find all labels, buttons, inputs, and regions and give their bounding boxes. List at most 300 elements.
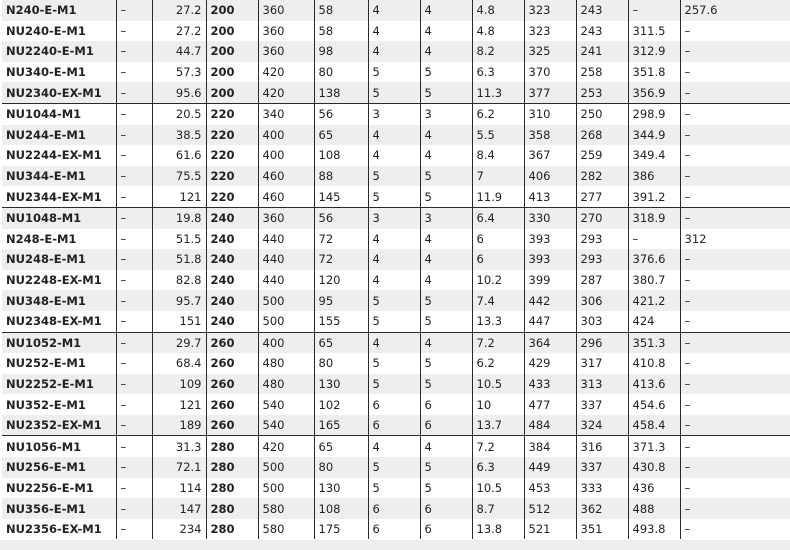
cell-db: 243 <box>576 21 628 42</box>
cell-s: 10 <box>472 394 524 415</box>
cell-s: 6 <box>472 229 524 250</box>
table-row <box>2 519 790 540</box>
cell-mass: 121 <box>152 186 206 207</box>
cell-outer-d: 360 <box>258 21 314 42</box>
cell-f: – <box>680 332 790 353</box>
cell-mass: 95.7 <box>152 290 206 311</box>
cell-width-b: 80 <box>314 62 368 83</box>
cell-e: 312.9 <box>628 41 680 62</box>
cell-r-min: 4 <box>368 41 420 62</box>
cell-db: 313 <box>576 374 628 395</box>
table-row <box>2 207 790 228</box>
cell-r-min: 4 <box>368 21 420 42</box>
cell-r-min: 4 <box>368 332 420 353</box>
cell-s: 4.8 <box>472 21 524 42</box>
cell-r-min: 5 <box>368 457 420 478</box>
cell-db: 268 <box>576 125 628 146</box>
cell-bore-d: 280 <box>206 498 258 519</box>
cell-f: – <box>680 394 790 415</box>
cell-col-2: – <box>116 457 152 478</box>
cell-e: 380.7 <box>628 270 680 291</box>
cell-mass: 44.7 <box>152 41 206 62</box>
cell-r-min: 3 <box>368 207 420 228</box>
table-row <box>2 0 790 21</box>
cell-f: – <box>680 311 790 332</box>
cell-r1-min: 4 <box>420 332 472 353</box>
cell-width-b: 56 <box>314 103 368 124</box>
cell-designation: NU240-E-M1 <box>6 23 86 38</box>
cell-e: 424 <box>628 311 680 332</box>
cell-outer-d: 440 <box>258 229 314 250</box>
cell-da: 393 <box>524 249 576 270</box>
cell-e: 351.3 <box>628 332 680 353</box>
cell-db: 296 <box>576 332 628 353</box>
cell-bore-d: 240 <box>206 207 258 228</box>
cell-f: – <box>680 62 790 83</box>
cell-r1-min: 5 <box>420 166 472 187</box>
cell-r-min: 4 <box>368 145 420 166</box>
cell-col-2: – <box>116 353 152 374</box>
cell-r-min: 5 <box>368 290 420 311</box>
cell-r-min: 5 <box>368 186 420 207</box>
cell-f: – <box>680 478 790 499</box>
cell-width-b: 98 <box>314 41 368 62</box>
cell-width-b: 72 <box>314 229 368 250</box>
cell-e: 410.8 <box>628 353 680 374</box>
table-row <box>2 145 790 166</box>
cell-da: 330 <box>524 207 576 228</box>
cell-s: 13.8 <box>472 519 524 540</box>
cell-f: – <box>680 519 790 540</box>
cell-designation: NU2252-E-M1 <box>2 374 116 395</box>
cell-r1-min: 4 <box>420 229 472 250</box>
cell-r1-min: 6 <box>420 415 472 436</box>
cell-da: 323 <box>524 21 576 42</box>
cell-outer-d: 540 <box>258 394 314 415</box>
cell-e: 351.8 <box>628 62 680 83</box>
cell-da: 384 <box>524 436 576 457</box>
cell-da: 442 <box>524 290 576 311</box>
cell-outer-d: 480 <box>258 353 314 374</box>
cell-mass: 29.7 <box>152 332 206 353</box>
cell-f: – <box>680 21 790 42</box>
cell-s: 13.7 <box>472 415 524 436</box>
cell-outer-d: 460 <box>258 186 314 207</box>
cell-e: 298.9 <box>628 103 680 124</box>
cell-mass: 57.3 <box>152 62 206 83</box>
cell-designation: NU2352-EX-M1 <box>2 415 116 436</box>
cell-e: 344.9 <box>628 125 680 146</box>
cell-da: 323 <box>524 0 576 21</box>
cell-r-min: 5 <box>368 82 420 103</box>
cell-r1-min: 4 <box>420 270 472 291</box>
cell-r1-min: 4 <box>420 41 472 62</box>
cell-f: – <box>680 207 790 228</box>
cell-bore-d: 260 <box>206 415 258 436</box>
cell-bore-d: 220 <box>206 145 258 166</box>
cell-outer-d: 360 <box>258 41 314 62</box>
table-row <box>2 332 790 353</box>
cell-mass: 189 <box>152 415 206 436</box>
cell-bore-d: 280 <box>206 478 258 499</box>
cell-s: 10.5 <box>472 374 524 395</box>
cell-e: 458.4 <box>628 415 680 436</box>
cell-da: 512 <box>524 498 576 519</box>
cell-e: 311.5 <box>628 21 680 42</box>
cell-da: 521 <box>524 519 576 540</box>
cell-outer-d: 440 <box>258 249 314 270</box>
cell-s: 6.2 <box>472 353 524 374</box>
table-row <box>2 41 790 62</box>
cell-designation: NU1044-M1 <box>2 103 116 124</box>
cell-outer-d: 540 <box>258 415 314 436</box>
cell-r1-min: 5 <box>420 478 472 499</box>
cell-bore-d: 220 <box>206 166 258 187</box>
cell-bore-d: 280 <box>206 436 258 457</box>
cell-mass: 38.5 <box>152 125 206 146</box>
cell-col-2: – <box>116 290 152 311</box>
cell-col-2: – <box>116 21 152 42</box>
table-row <box>2 249 790 270</box>
cell-col-2: – <box>116 478 152 499</box>
cell-outer-d: 500 <box>258 311 314 332</box>
cell-designation: NU2248-EX-M1 <box>6 273 102 288</box>
cell-db: 324 <box>576 415 628 436</box>
cell-outer-d: 580 <box>258 519 314 540</box>
cell-designation: NU248-E-M1 <box>2 249 116 270</box>
cell-width-b: 130 <box>314 374 368 395</box>
cell-r-min: 5 <box>368 374 420 395</box>
cell-f: – <box>680 457 790 478</box>
cell-db: 337 <box>576 457 628 478</box>
cell-db: 241 <box>576 41 628 62</box>
cell-col-2: – <box>116 374 152 395</box>
cell-db: 282 <box>576 166 628 187</box>
cell-r1-min: 6 <box>420 519 472 540</box>
cell-bore-d: 200 <box>206 82 258 103</box>
table-row <box>2 374 790 395</box>
cell-bore-d: 220 <box>206 125 258 146</box>
cell-col-2: – <box>116 415 152 436</box>
cell-db: 333 <box>576 478 628 499</box>
cell-da: 310 <box>524 103 576 124</box>
cell-designation: NU340-E-M1 <box>6 65 86 80</box>
cell-e: 349.4 <box>628 145 680 166</box>
cell-da: 477 <box>524 394 576 415</box>
cell-da: 325 <box>524 41 576 62</box>
cell-mass: 51.5 <box>152 229 206 250</box>
cell-f: – <box>680 82 790 103</box>
table-row <box>2 103 790 124</box>
cell-e: 371.3 <box>628 436 680 457</box>
cell-width-b: 65 <box>314 332 368 353</box>
cell-e: – <box>628 0 680 21</box>
cell-designation: NU1056-M1 <box>2 436 116 457</box>
cell-width-b: 80 <box>314 457 368 478</box>
cell-f: – <box>680 249 790 270</box>
table-row <box>2 62 790 83</box>
cell-r-min: 4 <box>368 229 420 250</box>
cell-f: – <box>680 290 790 311</box>
cell-da: 406 <box>524 166 576 187</box>
cell-r-min: 6 <box>368 394 420 415</box>
cell-col-2: – <box>116 394 152 415</box>
cell-col-2: – <box>116 311 152 332</box>
cell-e: – <box>628 229 680 250</box>
cell-col-2: – <box>116 270 152 291</box>
cell-r-min: 6 <box>368 498 420 519</box>
cell-e: 413.6 <box>628 374 680 395</box>
cell-designation: NU344-E-M1 <box>2 166 116 187</box>
cell-db: 277 <box>576 186 628 207</box>
cell-r-min: 4 <box>368 436 420 457</box>
cell-outer-d: 400 <box>258 145 314 166</box>
cell-db: 306 <box>576 290 628 311</box>
cell-designation: N240-E-M1 <box>2 0 116 21</box>
cell-db: 259 <box>576 145 628 166</box>
cell-designation: NU352-E-M1 <box>6 397 86 412</box>
table-row <box>2 82 790 103</box>
cell-r1-min: 5 <box>420 62 472 83</box>
cell-da: 367 <box>524 145 576 166</box>
cell-da: 484 <box>524 415 576 436</box>
cell-e: 493.8 <box>628 519 680 540</box>
cell-outer-d: 500 <box>258 290 314 311</box>
cell-s: 6.4 <box>472 207 524 228</box>
cell-col-2: – <box>116 166 152 187</box>
cell-col-2: – <box>116 229 152 250</box>
cell-mass: 109 <box>152 374 206 395</box>
cell-r1-min: 6 <box>420 394 472 415</box>
bearing-table <box>2 0 790 539</box>
cell-db: 253 <box>576 82 628 103</box>
cell-outer-d: 360 <box>258 207 314 228</box>
cell-width-b: 175 <box>314 519 368 540</box>
cell-f: – <box>680 125 790 146</box>
cell-db: 243 <box>576 0 628 21</box>
cell-width-b: 130 <box>314 478 368 499</box>
cell-db: 303 <box>576 311 628 332</box>
cell-s: 7.2 <box>472 332 524 353</box>
cell-s: 8.2 <box>472 41 524 62</box>
cell-mass: 27.2 <box>152 0 206 21</box>
cell-r-min: 3 <box>368 103 420 124</box>
cell-r-min: 4 <box>368 125 420 146</box>
table-row <box>2 311 790 332</box>
cell-r1-min: 3 <box>420 103 472 124</box>
cell-mass: 72.1 <box>152 457 206 478</box>
table-row <box>2 415 790 436</box>
cell-f: – <box>680 186 790 207</box>
cell-col-2: – <box>116 498 152 519</box>
cell-r-min: 5 <box>368 166 420 187</box>
cell-bore-d: 280 <box>206 457 258 478</box>
cell-e: 436 <box>628 478 680 499</box>
cell-width-b: 145 <box>314 186 368 207</box>
cell-s: 11.3 <box>472 82 524 103</box>
cell-outer-d: 420 <box>258 62 314 83</box>
cell-r-min: 5 <box>368 62 420 83</box>
cell-e: 386 <box>628 166 680 187</box>
cell-designation: NU348-E-M1 <box>2 290 116 311</box>
cell-outer-d: 480 <box>258 374 314 395</box>
cell-da: 413 <box>524 186 576 207</box>
cell-designation: NU2340-EX-M1 <box>2 82 116 103</box>
cell-s: 10.2 <box>472 270 524 291</box>
cell-outer-d: 500 <box>258 478 314 499</box>
cell-e: 376.6 <box>628 249 680 270</box>
cell-r1-min: 5 <box>420 353 472 374</box>
cell-designation: NU2348-EX-M1 <box>6 314 102 329</box>
cell-r-min: 5 <box>368 353 420 374</box>
cell-r1-min: 3 <box>420 207 472 228</box>
cell-db: 270 <box>576 207 628 228</box>
table-row <box>2 229 790 250</box>
cell-e: 454.6 <box>628 394 680 415</box>
cell-r1-min: 5 <box>420 311 472 332</box>
cell-mass: 147 <box>152 498 206 519</box>
cell-r-min: 4 <box>368 270 420 291</box>
cell-mass: 68.4 <box>152 353 206 374</box>
cell-r-min: 4 <box>368 0 420 21</box>
cell-da: 447 <box>524 311 576 332</box>
cell-s: 7.2 <box>472 436 524 457</box>
cell-db: 250 <box>576 103 628 124</box>
table-row <box>2 498 790 519</box>
cell-db: 317 <box>576 353 628 374</box>
cell-da: 433 <box>524 374 576 395</box>
cell-col-2: – <box>116 125 152 146</box>
cell-width-b: 88 <box>314 166 368 187</box>
cell-outer-d: 400 <box>258 332 314 353</box>
cell-db: 293 <box>576 249 628 270</box>
cell-db: 337 <box>576 394 628 415</box>
cell-s: 10.5 <box>472 478 524 499</box>
cell-da: 449 <box>524 457 576 478</box>
cell-db: 351 <box>576 519 628 540</box>
cell-mass: 234 <box>152 519 206 540</box>
cell-s: 11.9 <box>472 186 524 207</box>
cell-f: – <box>680 166 790 187</box>
table-row <box>2 186 790 207</box>
cell-f: – <box>680 436 790 457</box>
cell-mass: 75.5 <box>152 166 206 187</box>
cell-col-2: – <box>116 103 152 124</box>
cell-f: – <box>680 103 790 124</box>
cell-f: 257.6 <box>680 0 790 21</box>
cell-s: 8.4 <box>472 145 524 166</box>
cell-da: 429 <box>524 353 576 374</box>
cell-designation: NU2344-EX-M1 <box>6 189 102 204</box>
cell-db: 293 <box>576 229 628 250</box>
cell-r1-min: 4 <box>420 436 472 457</box>
cell-width-b: 155 <box>314 311 368 332</box>
cell-e: 356.9 <box>628 82 680 103</box>
cell-outer-d: 400 <box>258 125 314 146</box>
cell-bore-d: 200 <box>206 62 258 83</box>
cell-bore-d: 240 <box>206 290 258 311</box>
cell-designation: NU2244-EX-M1 <box>6 148 102 163</box>
cell-col-2: – <box>116 332 152 353</box>
cell-r1-min: 4 <box>420 249 472 270</box>
cell-r-min: 4 <box>368 249 420 270</box>
cell-da: 393 <box>524 229 576 250</box>
cell-width-b: 56 <box>314 207 368 228</box>
cell-bore-d: 280 <box>206 519 258 540</box>
cell-f: – <box>680 498 790 519</box>
cell-r1-min: 5 <box>420 457 472 478</box>
cell-bore-d: 240 <box>206 311 258 332</box>
cell-s: 6 <box>472 249 524 270</box>
cell-r1-min: 5 <box>420 374 472 395</box>
cell-r1-min: 4 <box>420 21 472 42</box>
cell-col-2: – <box>116 519 152 540</box>
cell-r1-min: 5 <box>420 82 472 103</box>
cell-outer-d: 420 <box>258 82 314 103</box>
cell-designation: NU1048-M1 <box>2 207 116 228</box>
cell-outer-d: 580 <box>258 498 314 519</box>
cell-mass: 82.8 <box>152 270 206 291</box>
cell-r-min: 5 <box>368 478 420 499</box>
cell-bore-d: 260 <box>206 332 258 353</box>
cell-s: 4.8 <box>472 0 524 21</box>
cell-r1-min: 4 <box>420 0 472 21</box>
table-row <box>2 353 790 374</box>
cell-width-b: 102 <box>314 394 368 415</box>
cell-s: 8.7 <box>472 498 524 519</box>
cell-bore-d: 260 <box>206 353 258 374</box>
cell-f: 312 <box>680 229 790 250</box>
cell-db: 316 <box>576 436 628 457</box>
cell-col-2: – <box>116 186 152 207</box>
cell-bore-d: 200 <box>206 41 258 62</box>
cell-r-min: 6 <box>368 415 420 436</box>
cell-designation: NU252-E-M1 <box>6 356 86 371</box>
table-row <box>2 478 790 499</box>
footer-band <box>0 540 790 550</box>
cell-bore-d: 240 <box>206 249 258 270</box>
cell-bore-d: 220 <box>206 103 258 124</box>
cell-width-b: 58 <box>314 21 368 42</box>
cell-e: 391.2 <box>628 186 680 207</box>
cell-mass: 95.6 <box>152 82 206 103</box>
cell-designation: NU2240-E-M1 <box>2 41 116 62</box>
cell-mass: 61.6 <box>152 145 206 166</box>
cell-r1-min: 5 <box>420 186 472 207</box>
cell-col-2: – <box>116 62 152 83</box>
cell-e: 430.8 <box>628 457 680 478</box>
cell-col-2: – <box>116 0 152 21</box>
cell-f: – <box>680 270 790 291</box>
table-row <box>2 290 790 311</box>
cell-outer-d: 360 <box>258 0 314 21</box>
cell-outer-d: 440 <box>258 270 314 291</box>
cell-f: – <box>680 353 790 374</box>
cell-s: 6.2 <box>472 103 524 124</box>
cell-designation: NU244-E-M1 <box>2 125 116 146</box>
cell-col-2: – <box>116 41 152 62</box>
cell-bore-d: 220 <box>206 186 258 207</box>
cell-s: 6.3 <box>472 457 524 478</box>
cell-da: 399 <box>524 270 576 291</box>
cell-mass: 114 <box>152 478 206 499</box>
cell-s: 6.3 <box>472 62 524 83</box>
cell-s: 5.5 <box>472 125 524 146</box>
table-row <box>2 21 790 42</box>
cell-mass: 20.5 <box>152 103 206 124</box>
cell-outer-d: 500 <box>258 457 314 478</box>
cell-mass: 27.2 <box>152 21 206 42</box>
